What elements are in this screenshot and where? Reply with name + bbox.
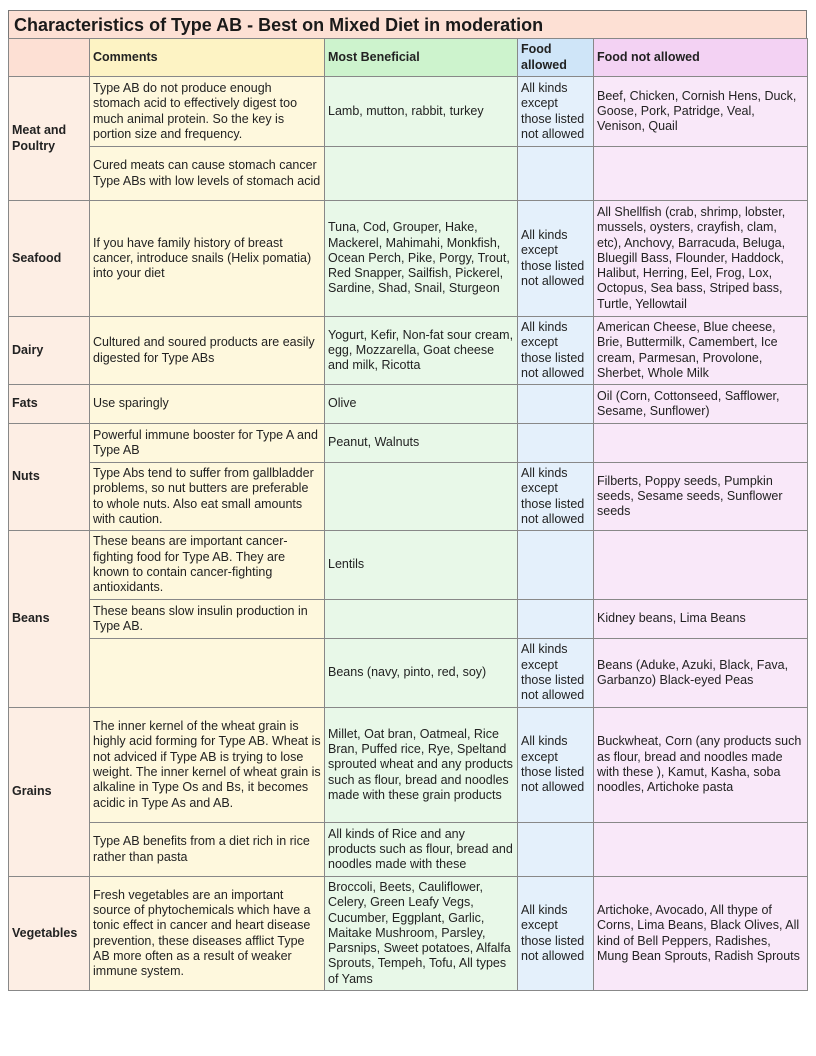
comment-cell: Cured meats can cause stomach cancer Type ABs with low levels of stomach acid [90,147,325,201]
beneficial-cell [325,600,518,639]
category-fats: Fats [9,385,90,424]
header-most-beneficial: Most Beneficial [325,39,518,77]
comment-cell: The inner kernel of the wheat grain is highly acid forming for Type AB. Wheat is not adviced if Type AB is trying to lose weight. The inner kernel of wheat grain is alkaline in Type Os and Bs, it becomes acidic in Type As and AB. [90,708,325,823]
comment-cell: Fresh vegetables are an important source of phytochemicals which have a tonic effect in cancer and heart disease prevention, these diseases afflict Type AB more often as a result of weaker immune system. [90,877,325,991]
not-allowed-cell: Kidney beans, Lima Beans [594,600,808,639]
allowed-cell: All kinds except those listed not allowed [518,708,594,823]
table-row [9,639,808,708]
comment-cell: Type Abs tend to suffer from gallbladder problems, so nut butters are preferable to whole nuts. Also eat small amounts with caution. [90,463,325,531]
allowed-cell [518,823,594,877]
allowed-cell: All kinds except those listed not allowed [518,877,594,991]
beneficial-cell: Olive [325,385,518,424]
header-food-allowed: Food allowed [518,39,594,77]
category-dairy: Dairy [9,317,90,385]
category-nuts: Nuts [9,424,90,531]
table-row [9,317,808,385]
beneficial-cell: Lentils [325,531,518,600]
beneficial-cell: Broccoli, Beets, Cauliflower, Celery, Green Leafy Vegs, Cucumber, Eggplant, Garlic, Maitake Mushroom, Parsley, Parsnips, Sweet potatoes, Alfalfa Sprouts, Tempeh, Tofu, All types of Yams [325,877,518,991]
not-allowed-cell [594,147,808,201]
beneficial-cell: Lamb, mutton, rabbit, turkey [325,77,518,147]
allowed-cell [518,385,594,424]
allowed-cell [518,531,594,600]
beneficial-cell: All kinds of Rice and any products such as flour, bread and noodles made with these [325,823,518,877]
table-row [9,823,808,877]
allowed-cell: All kinds except those listed not allowed [518,463,594,531]
table-row [9,385,808,424]
table-row [9,463,808,531]
comment-cell: If you have family history of breast cancer, introduce snails (Helix pomatia) into your diet [90,201,325,317]
not-allowed-cell: Oil (Corn, Cottonseed, Safflower, Sesame, Sunflower) [594,385,808,424]
category-beans: Beans [9,531,90,708]
comment-cell: Type AB benefits from a diet rich in rice rather than pasta [90,823,325,877]
not-allowed-cell: Buckwheat, Corn (any products such as flour, bread and noodles made with these ), Kamut, Kasha, soba noodles, Artichoke pasta [594,708,808,823]
allowed-cell: All kinds except those listed not allowed [518,77,594,147]
table-row [9,708,808,823]
diet-table [8,38,808,991]
allowed-cell [518,424,594,463]
table-row [9,424,808,463]
comment-cell: Type AB do not produce enough stomach acid to effectively digest too much animal protein. So the key is portion size and frequency. [90,77,325,147]
allowed-cell: All kinds except those listed not allowed [518,639,594,708]
not-allowed-cell: Beans (Aduke, Azuki, Black, Fava, Garbanzo) Black-eyed Peas [594,639,808,708]
table-row [9,201,808,317]
beneficial-cell: Yogurt, Kefir, Non-fat sour cream, egg, Mozzarella, Goat cheese and milk, Ricotta [325,317,518,385]
category-vegetables: Vegetables [9,877,90,991]
comment-cell [90,639,325,708]
beneficial-cell: Beans (navy, pinto, red, soy) [325,639,518,708]
table-row [9,531,808,600]
table-row [9,77,808,147]
not-allowed-cell: All Shellfish (crab, shrimp, lobster, mussels, oysters, crayfish, clam, etc), Anchovy, Barracuda, Beluga, Bluegill Bass, Flounder, Haddock, Halibut, Herring, Eel, Frog, Lox, Octopus, Sea bass, Striped bass, Turtle, Yellowtail [594,201,808,317]
diet-chart [8,10,807,991]
allowed-cell: All kinds except those listed not allowed [518,317,594,385]
beneficial-cell [325,463,518,531]
header-food-not-allowed: Food not allowed [594,39,808,77]
category-seafood: Seafood [9,201,90,317]
beneficial-cell: Peanut, Walnuts [325,424,518,463]
not-allowed-cell: American Cheese, Blue cheese, Brie, Buttermilk, Camembert, Ice cream, Parmesan, Provolone, Sherbet, Whole Milk [594,317,808,385]
comment-cell: Use sparingly [90,385,325,424]
table-row [9,600,808,639]
header-category [9,39,90,77]
comment-cell: Powerful immune booster for Type A and Type AB [90,424,325,463]
beneficial-cell: Millet, Oat bran, Oatmeal, Rice Bran, Puffed rice, Rye, Speltand sprouted wheat and any products such as flour, bread and noodles made with these grain products [325,708,518,823]
category-meat-poultry: Meat and Poultry [9,77,90,201]
not-allowed-cell: Artichoke, Avocado, All thype of Corns, Lima Beans, Black Olives, All kind of Bell Peppers, Radishes, Mung Bean Sprouts, Radish Sprouts [594,877,808,991]
beneficial-cell: Tuna, Cod, Grouper, Hake, Mackerel, Mahimahi, Monkfish, Ocean Perch, Pike, Porgy, Trout, Red Snapper, Sailfish, Pickerel, Sardine, Shad, Snail, Sturgeon [325,201,518,317]
header-comments: Comments [90,39,325,77]
comment-cell: These beans slow insulin production in Type AB. [90,600,325,639]
header-row [9,39,808,77]
allowed-cell [518,147,594,201]
beneficial-cell [325,147,518,201]
not-allowed-cell [594,531,808,600]
comment-cell: Cultured and soured products are easily digested for Type ABs [90,317,325,385]
page-title: Characteristics of Type AB - Best on Mixed Diet in moderation [8,10,807,38]
not-allowed-cell [594,823,808,877]
comment-cell: These beans are important cancer-fighting food for Type AB. They are known to contain cancer-fighting antioxidants. [90,531,325,600]
not-allowed-cell [594,424,808,463]
table-row [9,877,808,991]
allowed-cell: All kinds except those listed not allowed [518,201,594,317]
not-allowed-cell: Beef, Chicken, Cornish Hens, Duck, Goose, Pork, Patridge, Veal, Venison, Quail [594,77,808,147]
not-allowed-cell: Filberts, Poppy seeds, Pumpkin seeds, Sesame seeds, Sunflower seeds [594,463,808,531]
category-grains: Grains [9,708,90,877]
table-row [9,147,808,201]
allowed-cell [518,600,594,639]
